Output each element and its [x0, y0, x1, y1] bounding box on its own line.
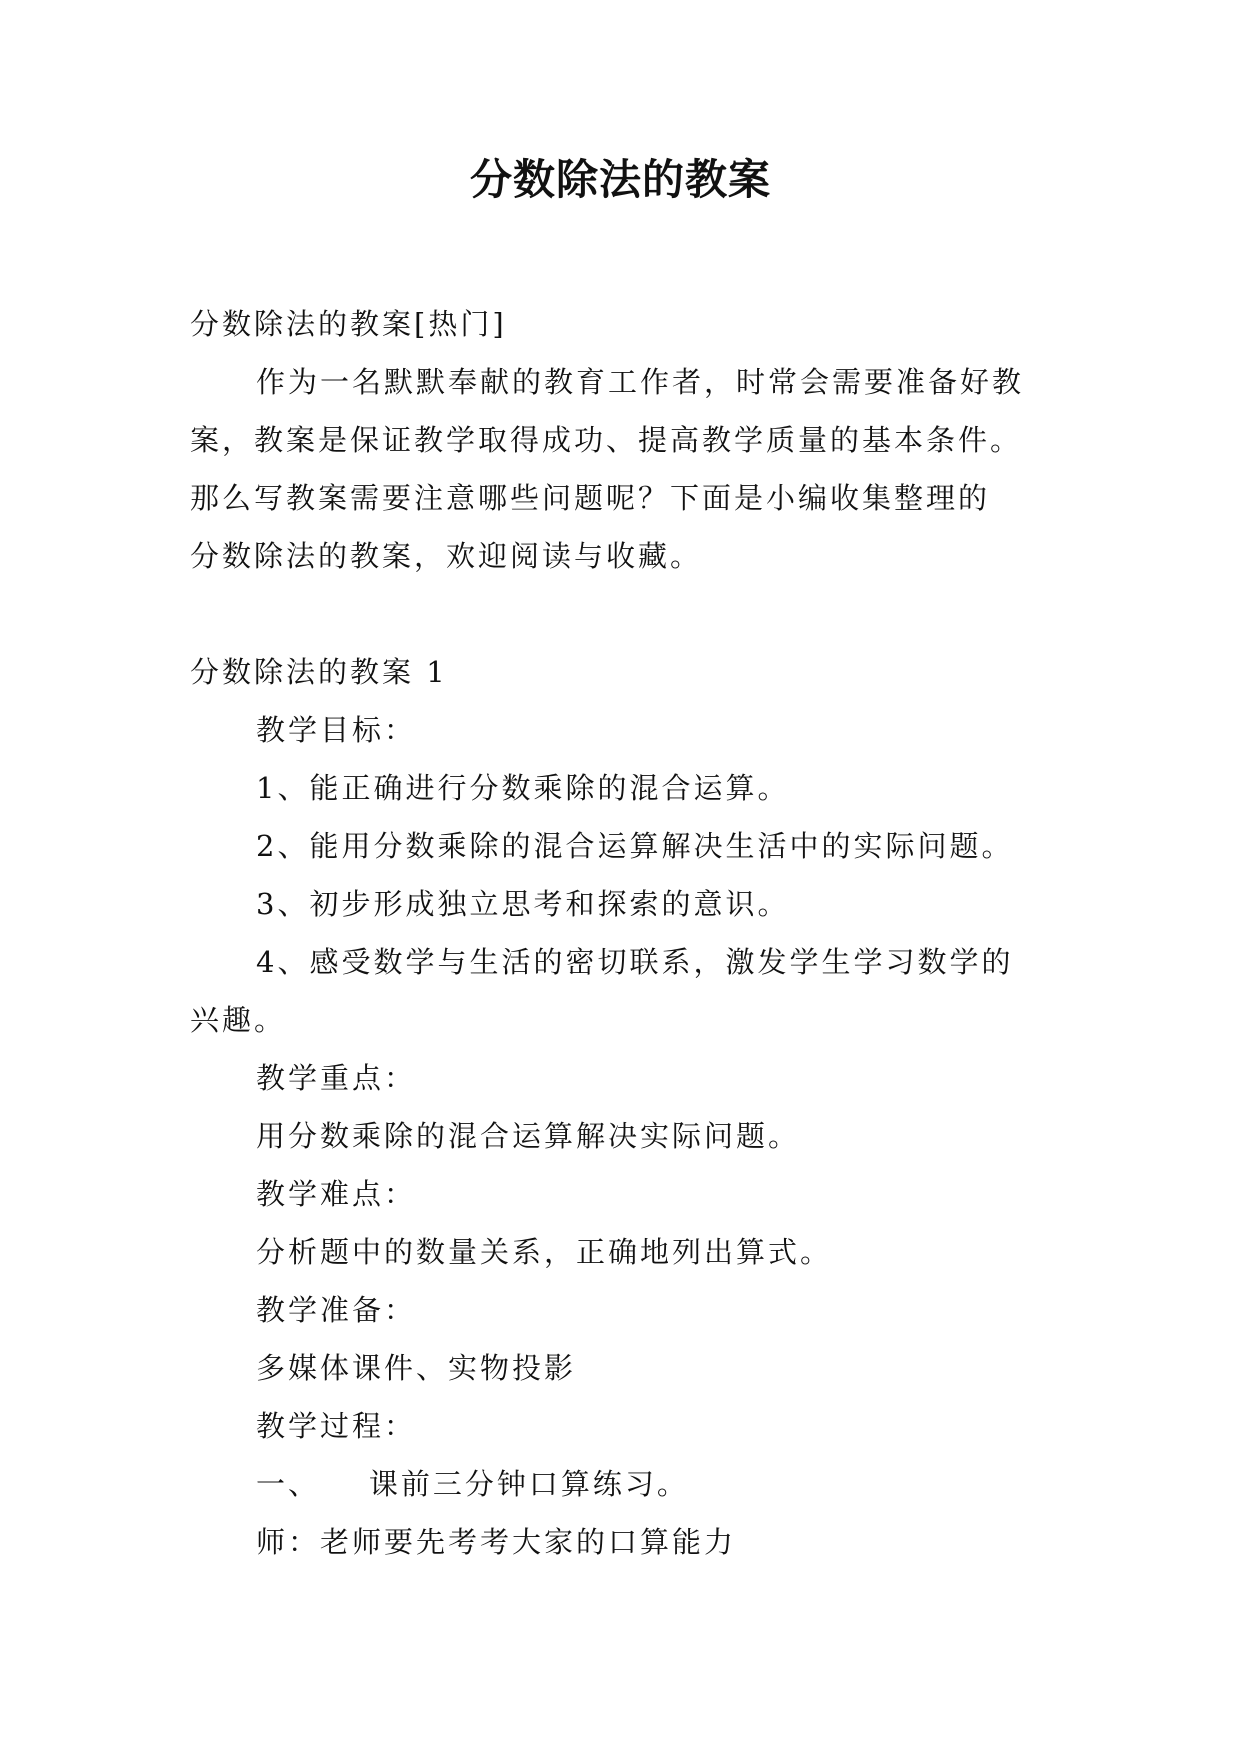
goal-item: 2、能用分数乘除的混合运算解决生活中的实际问题。 [256, 829, 1014, 863]
goal-item: 1、能正确进行分数乘除的混合运算。 [256, 771, 790, 805]
goal-line: 兴趣。 [190, 1003, 287, 1037]
key-point-text: 用分数乘除的混合运算解决实际问题。 [256, 1119, 801, 1153]
goal-item-4 [190, 933, 1060, 1049]
paragraph-spacer [190, 585, 1060, 643]
document-subtitle: 分数除法的教案[热门] [190, 307, 507, 341]
key-point-heading: 教学重点： [256, 1061, 417, 1095]
prep-heading: 教学准备： [256, 1293, 417, 1327]
intro-line: 作为一名默默奉献的教育工作者，时常会需要准备好教 [256, 365, 1025, 399]
document-title: 分数除法的教案 [469, 155, 771, 204]
goals-heading: 教学目标： [256, 713, 417, 747]
difficulty-text: 分析题中的数量关系，正确地列出算式。 [256, 1235, 833, 1269]
intro-line: 分数除法的教案，欢迎阅读与收藏。 [190, 539, 703, 573]
document-body [190, 295, 1060, 1571]
intro-line: 案，教案是保证教学取得成功、提高教学质量的基本条件。 [190, 423, 1023, 457]
intro-paragraph [190, 353, 1060, 585]
section-heading: 分数除法的教案 1 [190, 655, 448, 689]
process-step: 一、 课前三分钟口算练习。 [256, 1467, 689, 1501]
prep-text: 多媒体课件、实物投影 [256, 1351, 577, 1385]
goal-item: 3、初步形成独立思考和探索的意识。 [256, 887, 790, 921]
intro-line: 那么写教案需要注意哪些问题呢？下面是小编收集整理的 [190, 481, 991, 515]
difficulty-heading: 教学难点： [256, 1177, 417, 1211]
goal-line: 4、感受数学与生活的密切联系，激发学生学习数学的 [256, 945, 1014, 979]
process-heading: 教学过程： [256, 1409, 417, 1443]
teacher-line: 师：老师要先考考大家的口算能力 [256, 1525, 737, 1559]
